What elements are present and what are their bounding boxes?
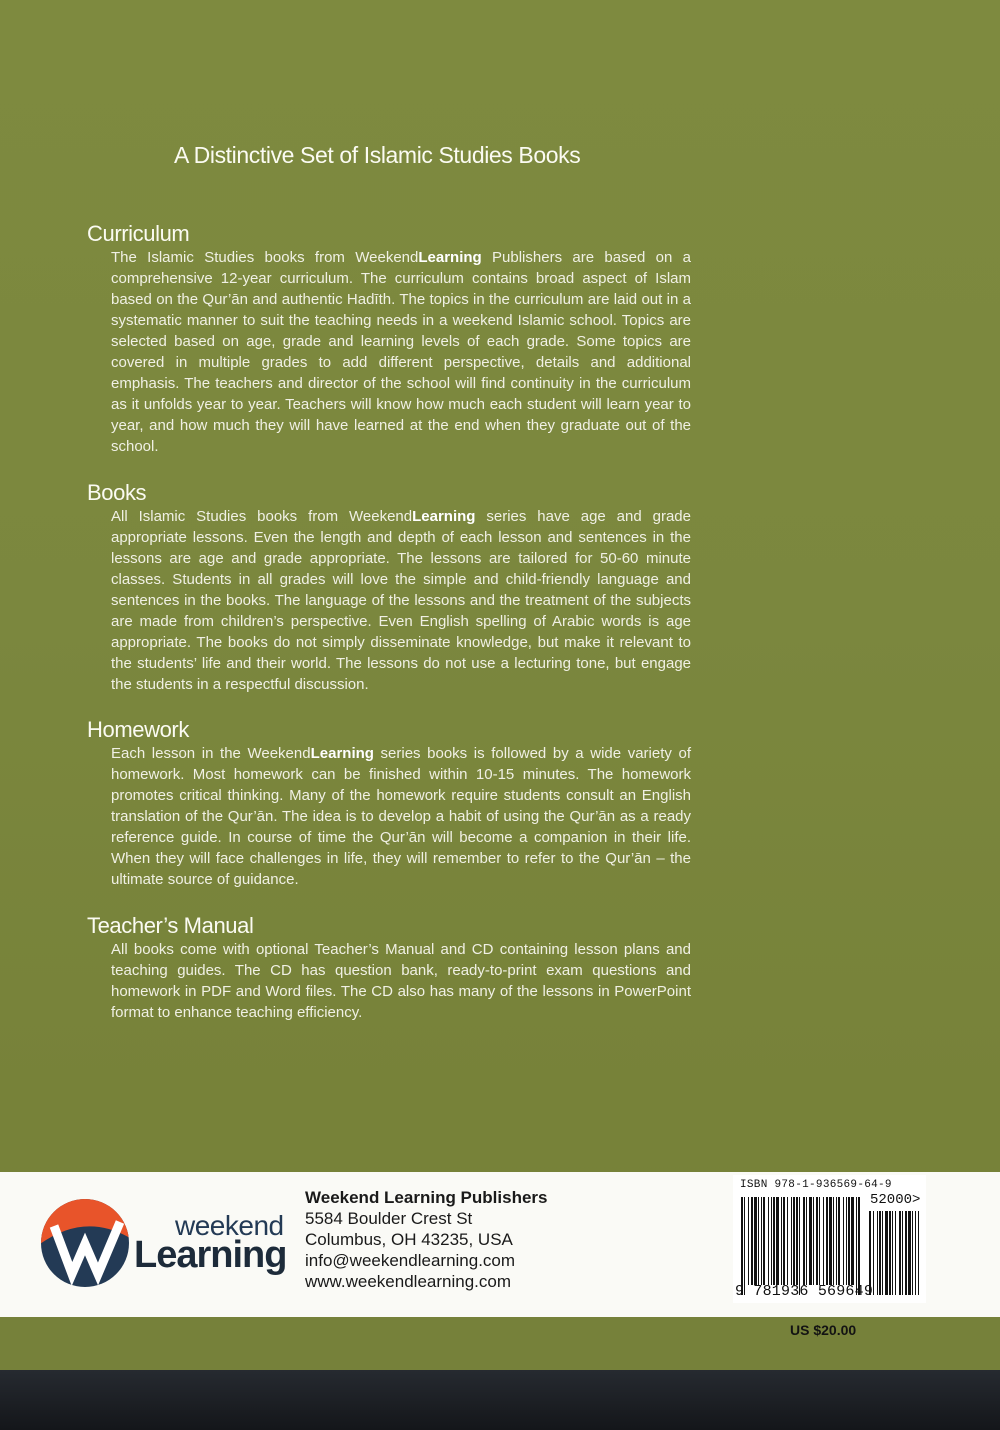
barcode-bar [768, 1197, 769, 1285]
barcode-bar [748, 1197, 749, 1285]
section-teachers-manual [87, 913, 691, 1023]
section-body [111, 939, 691, 1023]
body-text: All Islamic Studies books from Weekend [111, 508, 413, 525]
section-books [87, 480, 691, 695]
barcode-addon-bar [889, 1211, 891, 1295]
body-text: Each lesson in the Weekend [111, 745, 311, 762]
barcode-bar [856, 1197, 857, 1295]
logo-word-weekend: weekend [175, 1210, 284, 1241]
barcode-bar [826, 1197, 828, 1285]
barcode-addon-bar [892, 1211, 893, 1295]
barcode-addon-bar [912, 1211, 913, 1295]
publisher-name: Weekend Learning Publishers [305, 1188, 548, 1207]
barcode-addon-bar [885, 1211, 888, 1295]
section-body [111, 247, 691, 457]
price-label: US $20.00 [790, 1322, 857, 1338]
barcode-bar [838, 1197, 840, 1285]
barcode-bar [846, 1197, 847, 1285]
body-text: series have age and grade appropriate lessons. Even the length and depth of each lesson and sentences in the lessons are age and grade appropriate. The lessons are tailored for 50-60 minute classes. Students in all grades will love the simple and child-friendly language and sentences in the books. The language of the lessons and the treatment of the subjects are made from children’s perspective. Even English spelling of Arabic words is age appropriate. The books do not simply disseminate knowledge, but make it relevant to the students’ life and their world. The lessons do not use a lecturing tone, but engage the students in a respectful discussion. [111, 508, 691, 693]
barcode-bar [751, 1197, 753, 1285]
body-text: All books come with optional Teacher’s Manual and CD containing lesson plans and teaching guides. The CD has question bank, ready-to-print exam questions and homework in PDF and Word files. The CD also has many of the lessons in PowerPoint format to enhance teaching efficiency. [111, 941, 691, 1021]
barcode-bar [793, 1197, 795, 1285]
barcode-bar [761, 1197, 762, 1285]
barcode-bar [773, 1197, 775, 1285]
barcode-addon-bar [895, 1211, 896, 1295]
barcode-addon-bar [882, 1211, 883, 1295]
barcode-bar [763, 1197, 765, 1285]
barcode-bar [823, 1197, 824, 1285]
section-heading: Homework [87, 717, 189, 742]
barcode-addon-bar [915, 1211, 916, 1295]
body-text: series books is followed by a wide variety of homework. Most homework can be finished within 10-15 minutes. The homework promotes critical thinking. Many of the homework require students consult an English translation of the Qur’ān. The idea is to develop a habit of using the Qur’ān as a ready reference guide. In course of time the Qur’ān will become a companion in their life. When they will face challenges in life, they will remember to refer to the Qur’ān – the ultimate source of guidance. [111, 745, 692, 888]
barcode-bar [851, 1197, 854, 1285]
barcode-addon-bar [899, 1211, 901, 1295]
section-body [111, 743, 691, 890]
barcode-addon-bar [918, 1211, 919, 1295]
publisher-email: info@weekendlearning.com [305, 1251, 516, 1270]
barcode-bar [819, 1197, 820, 1285]
barcode-bar [771, 1197, 772, 1285]
barcode-addon-bar [908, 1211, 911, 1295]
barcode-addon-bar [879, 1211, 881, 1295]
barcode-bar [744, 1197, 745, 1295]
barcode-bar [758, 1197, 759, 1285]
section-heading: Books [87, 480, 147, 505]
barcode-bar [741, 1197, 743, 1295]
barcode-bar [833, 1197, 834, 1285]
section-heading: Teacher’s Manual [87, 913, 254, 938]
barcode-bar [843, 1197, 844, 1285]
brand-bold-text: Learning [418, 249, 482, 266]
barcode-bar [796, 1197, 798, 1285]
barcode-bar [799, 1197, 800, 1295]
cover-title: A Distinctive Set of Islamic Studies Books [174, 142, 581, 168]
publisher-website: www.weekendlearning.com [305, 1272, 511, 1291]
barcode-bar [829, 1197, 832, 1285]
barcode-bar [791, 1197, 792, 1285]
barcode-bar [806, 1197, 807, 1285]
isbn-barcode [733, 1175, 926, 1303]
barcode-bar [781, 1197, 782, 1285]
isbn-label: ISBN 978-1-936569-64-9 [740, 1179, 892, 1191]
barcode-bar [813, 1197, 814, 1285]
publisher-address [305, 1187, 547, 1292]
barcode-bar [783, 1197, 785, 1285]
section-curriculum [87, 221, 691, 457]
barcode-bar [816, 1197, 818, 1285]
brand-bold-text: Learning [412, 508, 476, 525]
publisher-street: 5584 Boulder Crest St [305, 1209, 473, 1228]
barcode-addon-bar [877, 1211, 878, 1295]
barcode-bar [803, 1197, 805, 1285]
barcode-addon-bar [905, 1211, 907, 1295]
publisher-footer [0, 1172, 1000, 1317]
barcode-digits: 9 781936 569649 [735, 1283, 874, 1300]
barcode-bar [809, 1197, 812, 1285]
barcode-addon-bar [873, 1211, 874, 1295]
barcode-bar [776, 1197, 779, 1285]
logo-word-learning: Learning [134, 1234, 287, 1276]
barcode-bar [858, 1197, 860, 1295]
barcode-bar [787, 1197, 788, 1285]
brand-bold-text: Learning [310, 745, 374, 762]
barcode-addon-bar [902, 1211, 903, 1295]
section-body [111, 506, 691, 695]
section-homework [87, 717, 691, 890]
barcode-bar [836, 1197, 837, 1285]
section-heading: Curriculum [87, 221, 190, 246]
barcode-bar [848, 1197, 850, 1285]
barcode-addon-digits: 52000> [870, 1192, 921, 1208]
body-text: The Islamic Studies books from Weekend [111, 249, 419, 266]
weekend-learning-logo-icon [40, 1198, 130, 1288]
barcode-bar [754, 1197, 757, 1285]
publisher-city: Columbus, OH 43235, USA [305, 1230, 513, 1249]
body-text: Publishers are based on a comprehensive 12-year curriculum. The curriculum contains broad aspect of Islam based on the Qur’ān and authentic Hadīth. The topics in the curriculum are laid out in a systematic manner to suit the teaching needs in a weekend Islamic school. Topics are selected based on age, grade and learning levels of each grade. Some topics are covered in multiple grades to add different perspective, details and additional emphasis. The teachers and director of the school will find continuity in the curriculum as it unfolds year to year. Teachers will know how much each student will learn year to year, and how much they will have learned at the end when they graduate out of the school. [111, 249, 691, 455]
scan-background [0, 1370, 1000, 1430]
